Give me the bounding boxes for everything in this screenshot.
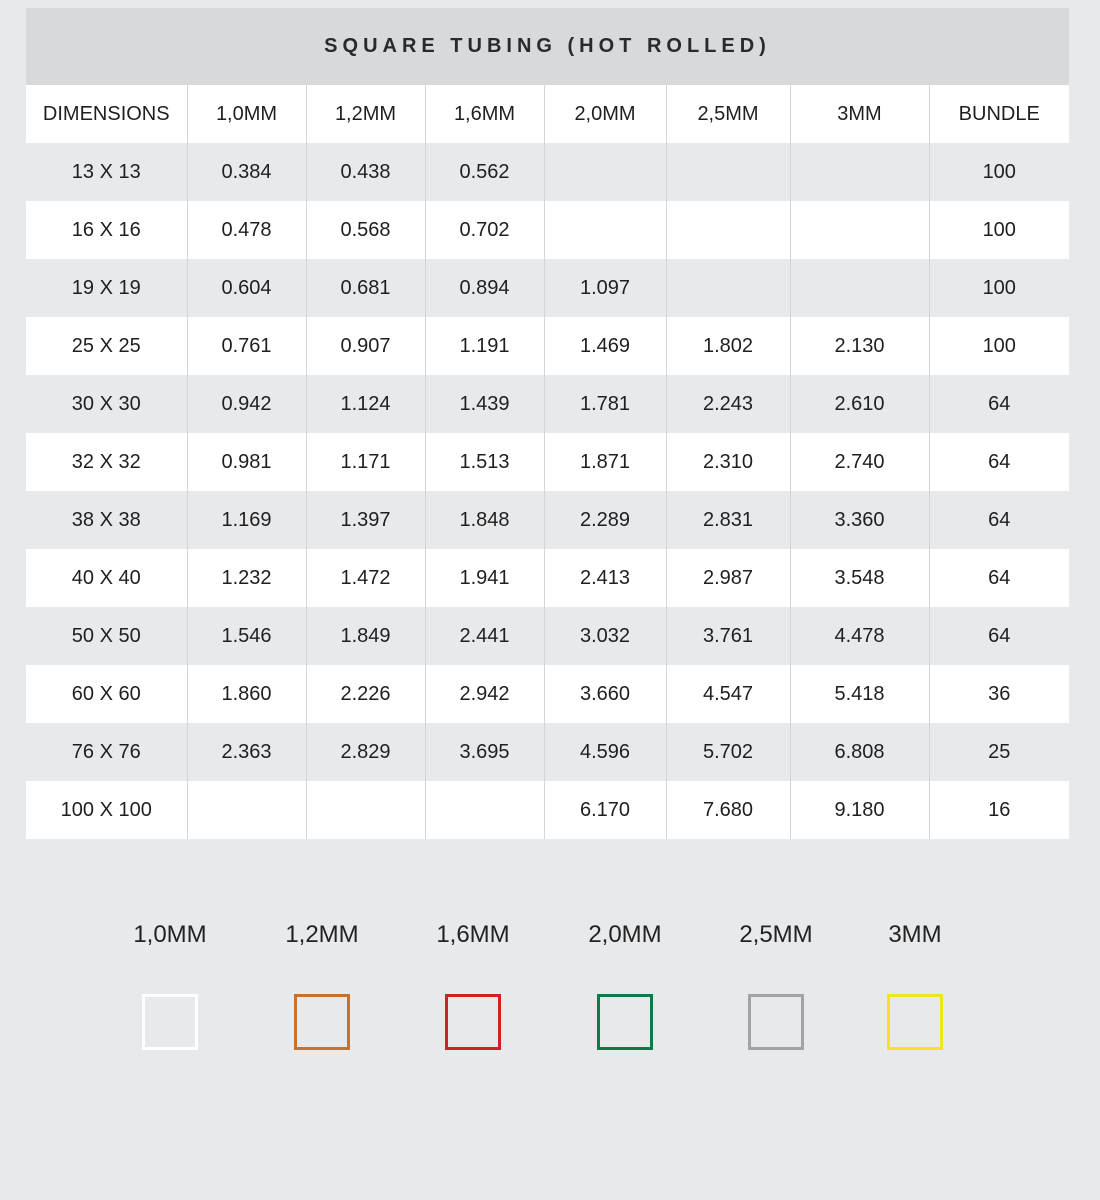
weight-cell	[666, 201, 790, 259]
weight-cell: 3.360	[790, 491, 929, 549]
table-header-row	[26, 85, 1069, 143]
table-row	[26, 375, 1069, 433]
weight-cell: 1.191	[425, 317, 544, 375]
column-header: 3MM	[790, 85, 929, 143]
legend-label: 3MM	[888, 921, 942, 948]
legend-label: 2,0MM	[588, 921, 662, 948]
dimension-cell: 19 X 19	[71, 276, 141, 299]
dimension-cell: 76 X 76	[71, 740, 141, 763]
weight-cell: 0.568	[306, 201, 425, 259]
weight-cell: 6.170	[544, 781, 666, 839]
table-row	[26, 723, 1069, 781]
weight-cell: 4.478	[790, 607, 929, 665]
column-header: BUNDLE	[929, 85, 1069, 143]
legend-label: 2,5MM	[739, 921, 813, 948]
legend-item	[555, 920, 695, 1050]
weight-cell: 1.097	[544, 259, 666, 317]
dimension-cell: 30 X 30	[71, 392, 141, 415]
weight-cell: 7.680	[666, 781, 790, 839]
weight-cell: 1.169	[187, 491, 306, 549]
bundle-cell: 100	[929, 259, 1069, 317]
weight-cell	[544, 201, 666, 259]
weight-cell	[666, 259, 790, 317]
legend-color-swatch	[445, 994, 501, 1050]
weight-cell: 0.907	[306, 317, 425, 375]
weight-cell	[790, 201, 929, 259]
dimension-cell: 60 X 60	[71, 682, 141, 705]
legend-item	[252, 920, 392, 1050]
weight-cell: 0.981	[187, 433, 306, 491]
bundle-cell: 100	[929, 201, 1069, 259]
legend-color-swatch	[887, 994, 943, 1050]
weight-cell: 1.469	[544, 317, 666, 375]
dimension-cell: 13 X 13	[71, 160, 141, 183]
tubing-table-container	[26, 8, 1069, 839]
weight-cell	[666, 143, 790, 201]
table-row	[26, 433, 1069, 491]
weight-cell: 2.987	[666, 549, 790, 607]
weight-cell: 3.761	[666, 607, 790, 665]
column-header: 1,0MM	[187, 85, 306, 143]
legend-color-swatch	[142, 994, 198, 1050]
dimension-cell: 50 X 50	[71, 624, 141, 647]
legend-color-swatch	[294, 994, 350, 1050]
table-row	[26, 201, 1069, 259]
weight-cell: 2.740	[790, 433, 929, 491]
column-header: 1,6MM	[425, 85, 544, 143]
dimension-cell: 40 X 40	[71, 566, 141, 589]
legend-item	[100, 920, 240, 1050]
table-row	[26, 549, 1069, 607]
bundle-cell: 100	[929, 317, 1069, 375]
weight-cell: 0.604	[187, 259, 306, 317]
table-title: SQUARE TUBING (HOT ROLLED)	[26, 8, 1069, 85]
weight-cell: 1.171	[306, 433, 425, 491]
dimension-cell: 25 X 25	[71, 334, 141, 357]
weight-cell: 2.130	[790, 317, 929, 375]
weight-cell: 2.310	[666, 433, 790, 491]
weight-cell: 0.384	[187, 143, 306, 201]
weight-cell: 1.860	[187, 665, 306, 723]
legend-label: 1,6MM	[436, 921, 510, 948]
bundle-cell: 64	[929, 549, 1069, 607]
tubing-weight-table	[26, 85, 1069, 839]
weight-cell: 2.289	[544, 491, 666, 549]
weight-cell: 2.226	[306, 665, 425, 723]
weight-cell: 5.418	[790, 665, 929, 723]
dimension-cell: 32 X 32	[71, 450, 141, 473]
weight-cell: 1.513	[425, 433, 544, 491]
weight-cell	[790, 259, 929, 317]
bundle-cell: 36	[929, 665, 1069, 723]
column-header: 2,5MM	[666, 85, 790, 143]
bundle-cell: 64	[929, 607, 1069, 665]
weight-cell: 1.232	[187, 549, 306, 607]
table-body	[26, 143, 1069, 839]
weight-cell: 2.942	[425, 665, 544, 723]
weight-cell: 9.180	[790, 781, 929, 839]
weight-cell: 5.702	[666, 723, 790, 781]
weight-cell: 1.871	[544, 433, 666, 491]
table-row	[26, 607, 1069, 665]
dimension-cell: 38 X 38	[71, 508, 141, 531]
weight-cell: 1.397	[306, 491, 425, 549]
weight-cell: 2.413	[544, 549, 666, 607]
table-row	[26, 259, 1069, 317]
legend-item	[706, 920, 846, 1050]
weight-cell: 1.848	[425, 491, 544, 549]
table-row	[26, 781, 1069, 839]
table-row	[26, 491, 1069, 549]
weight-cell: 4.596	[544, 723, 666, 781]
bundle-cell: 64	[929, 491, 1069, 549]
bundle-cell: 64	[929, 375, 1069, 433]
weight-cell: 0.681	[306, 259, 425, 317]
table-row	[26, 317, 1069, 375]
weight-cell: 3.032	[544, 607, 666, 665]
bundle-cell: 25	[929, 723, 1069, 781]
bundle-cell: 64	[929, 433, 1069, 491]
weight-cell: 4.547	[666, 665, 790, 723]
weight-cell: 0.761	[187, 317, 306, 375]
dimension-cell: 16 X 16	[71, 218, 141, 241]
table-row	[26, 143, 1069, 201]
weight-cell	[544, 143, 666, 201]
weight-cell: 1.802	[666, 317, 790, 375]
weight-cell: 3.695	[425, 723, 544, 781]
weight-cell	[425, 781, 544, 839]
legend-label: 1,2MM	[285, 921, 359, 948]
legend-color-swatch	[748, 994, 804, 1050]
legend-label: 1,0MM	[133, 921, 207, 948]
weight-cell	[790, 143, 929, 201]
legend-color-swatch	[597, 994, 653, 1050]
weight-cell: 0.942	[187, 375, 306, 433]
weight-cell: 3.548	[790, 549, 929, 607]
legend-item	[845, 920, 985, 1050]
legend-item	[403, 920, 543, 1050]
weight-cell: 1.849	[306, 607, 425, 665]
weight-cell: 2.829	[306, 723, 425, 781]
weight-cell: 2.363	[187, 723, 306, 781]
weight-cell	[187, 781, 306, 839]
weight-cell: 1.439	[425, 375, 544, 433]
weight-cell: 1.941	[425, 549, 544, 607]
column-header: 1,2MM	[306, 85, 425, 143]
weight-cell: 2.831	[666, 491, 790, 549]
bundle-cell: 16	[929, 781, 1069, 839]
weight-cell: 0.894	[425, 259, 544, 317]
column-header: 2,0MM	[544, 85, 666, 143]
weight-cell: 6.808	[790, 723, 929, 781]
weight-cell: 1.546	[187, 607, 306, 665]
weight-cell: 0.438	[306, 143, 425, 201]
weight-cell: 2.610	[790, 375, 929, 433]
column-header: DIMENSIONS	[42, 102, 170, 125]
bundle-cell: 100	[929, 143, 1069, 201]
weight-cell: 1.781	[544, 375, 666, 433]
weight-cell: 2.441	[425, 607, 544, 665]
weight-cell	[306, 781, 425, 839]
table-row	[26, 665, 1069, 723]
weight-cell: 3.660	[544, 665, 666, 723]
weight-cell: 1.124	[306, 375, 425, 433]
weight-cell: 2.243	[666, 375, 790, 433]
weight-cell: 0.702	[425, 201, 544, 259]
weight-cell: 1.472	[306, 549, 425, 607]
weight-cell: 0.478	[187, 201, 306, 259]
dimension-cell: 100 X 100	[60, 798, 152, 821]
weight-cell: 0.562	[425, 143, 544, 201]
